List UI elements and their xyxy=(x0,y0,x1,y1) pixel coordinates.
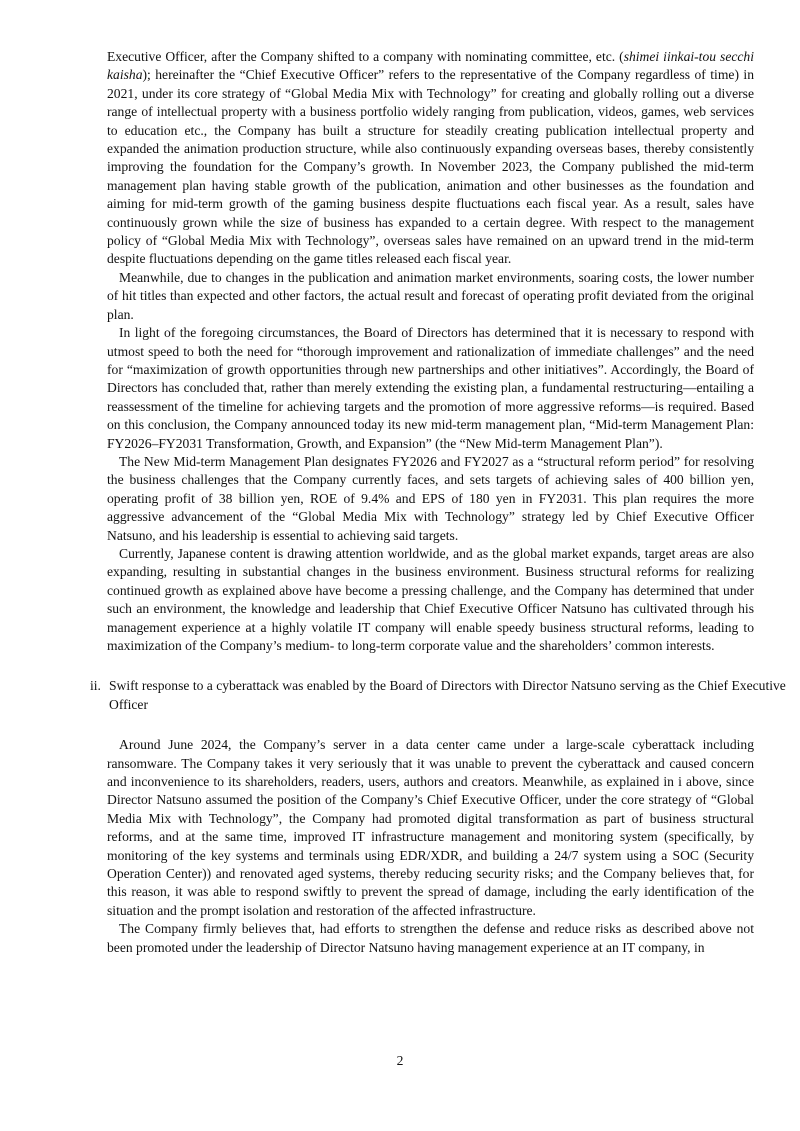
paragraph-cyberattack: Around June 2024, the Company’s server in a data center came under a large-scale cyberattack including ransomware. The Company takes it very seriously that it was unable to prevent the cyberattack and caused concern and inconvenience to its shareholders, readers, users, authors and creators. Meanwhile, as explained in i above, since Director Natsuno assumed the position of the Company’s Chief Executive Officer, under the core strategy of “Global Media Mix with Technology”, the Company had promoted digital transformation as part of business structural reforms, and at the same time, improved IT infrastructure management and monitoring system (specifically, by monitoring of the key systems and terminals using EDR/XDR, and building a 24/7 system using a SOC (Security Operation Center)) and renovated aged systems, thereby reducing security risks; and the Company believes that, for this reason, it was able to respond swiftly to prevent the spread of damage, including the early identification of the situation and the prompt isolation and restoration of the affected infrastructure. xyxy=(107,737,754,918)
page-number: 2 xyxy=(396,1053,404,1068)
paragraph-defense: The Company firmly believes that, had efforts to strengthen the defense and reduce risks as described above not been promoted under the leadership of Director Natsuno having management experience at an IT company, in xyxy=(107,921,754,955)
paragraph-operating-profit: Meanwhile, due to changes in the publication and animation market environments, soaring costs, the lower number of hit titles than expected and other factors, the actual result and forecast of operating profit deviated from the original plan. xyxy=(107,269,754,322)
paragraph-japanese-content: Currently, Japanese content is drawing attention worldwide, and as the global market expands, target areas are also expanding, resulting in substantial changes in the business environment. Business structural reforms for realizing continued growth as explained above have become a pressing challenge, and the Company has determined that under such an environment, the knowledge and leadership that Chief Executive Officer Natsuno has cultivated through his management experience at a highly volatile IT company will enable speedy business structural reforms, leading to maximization of the Company’s medium- to long-term corporate value and the shareholders’ common interests. xyxy=(107,545,754,653)
section-marker: ii. xyxy=(90,678,101,694)
paragraph-text: ); hereinafter the “Chief Executive Officer” refers to the representative of the Company regardless of time) in 2021, under its core strategy of “Global Media Mix with Technology” for creating and globally rolling out a diverse range of intellectual property with a business portfolio widely ranging from publication, videos, games, web services to education etc., the Company has built a structure for steadily creating publication intellectual property and expanded the animation production structure, while also continuously expanding overseas bases, thereby consistently improving the foundation for the Company’s growth. In November 2023, the Company published the mid-term management plan having stable growth of the publication, animation and other businesses as the foundation and aiming for mid-term growth of the gaming business despite fluctuations each fiscal year. As a result, sales have continuously grown while the size of business has expanded to a certain degree. With respect to the management policy of “Global Media Mix with Technology”, overseas sales have remained on an upward trend in the mid-term despite fluctuations depending on the game titles released each fiscal year. xyxy=(107,67,754,267)
italic-term: shimei iinkai-tou secchi kaisha xyxy=(107,49,755,83)
paragraph-board-determination: In light of the foregoing circumstances, the Board of Directors has determined that it is necessary to respond with utmost speed to both the need for “thorough improvement and rationalization of immediate challenges” and the need for “maximization of growth opportunities through new partnerships and other initiatives”. Accordingly, the Board of Directors has concluded that, rather than merely extending the existing plan, a fundamental restructuring—entailing a reassessment of the timeline for achieving targets and the promotion of more aggressive reforms—is required. Based on this conclusion, the Company announced today its new mid-term management plan, “Mid-term Management Plan: FY2026–FY2031 Transformation, Growth, and Expansion” (the “New Mid-term Management Plan”). xyxy=(107,325,754,451)
paragraph-continuation xyxy=(107,48,754,269)
paragraph-text: Executive Officer, after the Company shifted to a company with nominating committee, etc. ( xyxy=(107,49,624,64)
section-title: Swift response to a cyberattack was enabled by the Board of Directors with Director Natsuno serving as the Chief Executive Officer xyxy=(109,678,786,712)
paragraph-new-plan: The New Mid-term Management Plan designates FY2026 and FY2027 as a “structural reform period” for resolving the business challenges that the Company currently faces, and sets targets of achieving sales of 400 billion yen, operating profit of 38 billion yen, ROE of 9.4% and EPS of 180 yen in FY2031. This plan requires the more aggressive advancement of the “Global Media Mix with Technology” strategy led by Chief Executive Officer Natsuno, and his leadership is essential to achieving said targets. xyxy=(107,453,754,543)
section-heading-ii xyxy=(90,677,796,714)
